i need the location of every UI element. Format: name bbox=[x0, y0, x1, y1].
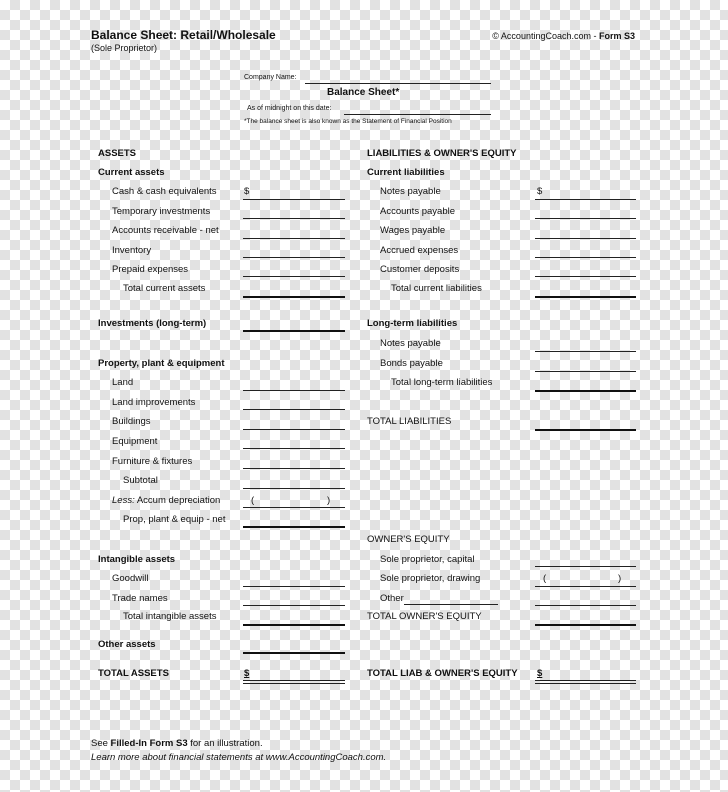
asset-line-label: Cash & cash equivalents bbox=[112, 186, 217, 197]
total-current-assets-input[interactable] bbox=[243, 296, 345, 298]
asset-line-input[interactable] bbox=[243, 429, 345, 430]
dollar-sign: $ bbox=[537, 668, 543, 679]
dollar-sign: $ bbox=[244, 186, 250, 197]
liability-line-label: Notes payable bbox=[380, 186, 441, 197]
liability-line-input[interactable] bbox=[535, 371, 636, 372]
asset-line-input[interactable] bbox=[243, 238, 345, 239]
subtotal-label: Subtotal bbox=[123, 475, 158, 486]
asset-line-input[interactable] bbox=[243, 409, 345, 410]
total-equity-label: TOTAL OWNER'S EQUITY bbox=[367, 611, 482, 622]
depreciation-input[interactable] bbox=[243, 507, 345, 508]
asset-line-input[interactable] bbox=[243, 468, 345, 469]
asset-line-input[interactable] bbox=[243, 218, 345, 219]
asset-line-label: Land improvements bbox=[112, 397, 196, 408]
asset-line-label: Goodwill bbox=[112, 573, 149, 584]
company-name-label: Company Name: bbox=[244, 74, 297, 81]
total-long-term-input[interactable] bbox=[535, 390, 636, 392]
asset-line-label: Inventory bbox=[112, 245, 152, 256]
other-equity-input[interactable] bbox=[535, 605, 636, 606]
total-assets-input[interactable] bbox=[243, 680, 345, 684]
dollar-sign: $ bbox=[244, 668, 250, 679]
current-assets-heading: Current assets bbox=[98, 167, 165, 178]
liability-line-input[interactable] bbox=[535, 257, 636, 258]
asset-line-input[interactable] bbox=[243, 448, 345, 449]
form-id: © AccountingCoach.com - Form S3 bbox=[492, 31, 635, 41]
assets-heading: ASSETS bbox=[98, 148, 137, 159]
filled-in-form-link[interactable]: Filled-In Form S3 bbox=[110, 738, 188, 749]
total-label: Total long-term liabilities bbox=[391, 377, 493, 388]
asset-line-input[interactable] bbox=[243, 276, 345, 277]
asset-line-label: Temporary investments bbox=[112, 206, 211, 217]
total-intangible-input[interactable] bbox=[243, 624, 345, 626]
intangible-heading: Intangible assets bbox=[98, 554, 176, 565]
liability-line-input[interactable] bbox=[535, 276, 636, 277]
sheet-heading: Balance Sheet* bbox=[327, 87, 400, 98]
total-label: Total intangible assets bbox=[123, 611, 217, 622]
investments-label: Investments (long-term) bbox=[98, 318, 207, 329]
asset-line-input[interactable] bbox=[243, 605, 345, 606]
liability-line-input[interactable] bbox=[535, 218, 636, 219]
copyright-text: © AccountingCoach.com bbox=[492, 31, 591, 41]
asset-line-input[interactable] bbox=[243, 586, 345, 587]
as-of-date-input[interactable] bbox=[344, 114, 491, 115]
liability-line-label: Accrued expenses bbox=[380, 245, 459, 256]
ppe-net-input[interactable] bbox=[243, 526, 345, 528]
long-term-heading: Long-term liabilities bbox=[367, 318, 458, 329]
total-label: Total current liabilities bbox=[391, 283, 482, 294]
liability-line-label: Accounts payable bbox=[380, 206, 455, 217]
asset-line-label: Prepaid expenses bbox=[112, 264, 189, 275]
company-name-input[interactable] bbox=[305, 83, 491, 84]
liability-line-label: Wages payable bbox=[380, 225, 446, 236]
liabilities-heading: LIABILITIES & OWNER'S EQUITY bbox=[367, 148, 517, 159]
liability-line-input[interactable] bbox=[535, 351, 636, 352]
page-subtitle: (Sole Proprietor) bbox=[91, 43, 158, 53]
asset-line-input[interactable] bbox=[243, 199, 345, 200]
footer-see: See Filled-In Form S3 for an illustration. bbox=[91, 738, 263, 749]
page-title: Balance Sheet: Retail/Wholesale bbox=[91, 28, 276, 42]
depreciation-label: Less: Accum depreciation bbox=[112, 495, 221, 506]
equity-line-label: Sole proprietor, drawing bbox=[380, 573, 481, 584]
asset-line-label: Furniture & fixtures bbox=[112, 456, 193, 467]
asset-line-label: Trade names bbox=[112, 593, 168, 604]
open-paren: ( bbox=[543, 573, 547, 584]
close-paren: ) bbox=[618, 573, 622, 584]
equity-line-label: Other bbox=[380, 593, 404, 604]
other-description-input[interactable] bbox=[404, 604, 498, 605]
as-of-date-label: As of midnight on this date: bbox=[247, 105, 332, 112]
investments-input[interactable] bbox=[243, 330, 345, 332]
form-label: Form S3 bbox=[598, 31, 635, 41]
total-liab-equity-input[interactable] bbox=[535, 680, 636, 684]
subtotal-input[interactable] bbox=[243, 488, 345, 489]
asset-line-label: Buildings bbox=[112, 416, 151, 427]
liability-line-label: Customer deposits bbox=[380, 264, 460, 275]
asset-line-input[interactable] bbox=[243, 257, 345, 258]
total-current-liabilities-input[interactable] bbox=[535, 296, 636, 298]
asset-line-label: Equipment bbox=[112, 436, 158, 447]
ppe-net-label: Prop, plant & equip - net bbox=[123, 514, 226, 525]
total-equity-input[interactable] bbox=[535, 624, 636, 626]
equity-line-label: Sole proprietor, capital bbox=[380, 554, 475, 565]
liability-line-label: Bonds payable bbox=[380, 358, 443, 369]
liability-line-label: Notes payable bbox=[380, 338, 441, 349]
other-assets-label: Other assets bbox=[98, 639, 156, 650]
total-liab-equity-label: TOTAL LIAB & OWNER'S EQUITY bbox=[367, 668, 518, 679]
total-liabilities-label: TOTAL LIABILITIES bbox=[367, 416, 452, 427]
drawing-input[interactable] bbox=[535, 586, 636, 587]
owners-equity-heading: OWNER'S EQUITY bbox=[367, 534, 450, 545]
ppe-heading: Property, plant & equipment bbox=[98, 358, 225, 369]
liability-line-input[interactable] bbox=[535, 199, 636, 200]
capital-input[interactable] bbox=[535, 566, 636, 567]
current-liabilities-heading: Current liabilities bbox=[367, 167, 445, 178]
total-label: Total current assets bbox=[123, 283, 206, 294]
asset-line-label: Accounts receivable - net bbox=[112, 225, 219, 236]
close-paren: ) bbox=[327, 495, 331, 506]
footer-learn: Learn more about financial statements at www.AccountingCoach.com. bbox=[91, 752, 387, 763]
other-assets-input[interactable] bbox=[243, 652, 345, 654]
dollar-sign: $ bbox=[537, 186, 543, 197]
asset-line-input[interactable] bbox=[243, 390, 345, 391]
liability-line-input[interactable] bbox=[535, 238, 636, 239]
asset-line-label: Land bbox=[112, 377, 134, 388]
total-assets-label: TOTAL ASSETS bbox=[98, 668, 169, 679]
open-paren: ( bbox=[251, 495, 255, 506]
footnote: *The balance sheet is also known as the Statement of Financial Position bbox=[244, 118, 452, 125]
total-liabilities-input[interactable] bbox=[535, 429, 636, 431]
